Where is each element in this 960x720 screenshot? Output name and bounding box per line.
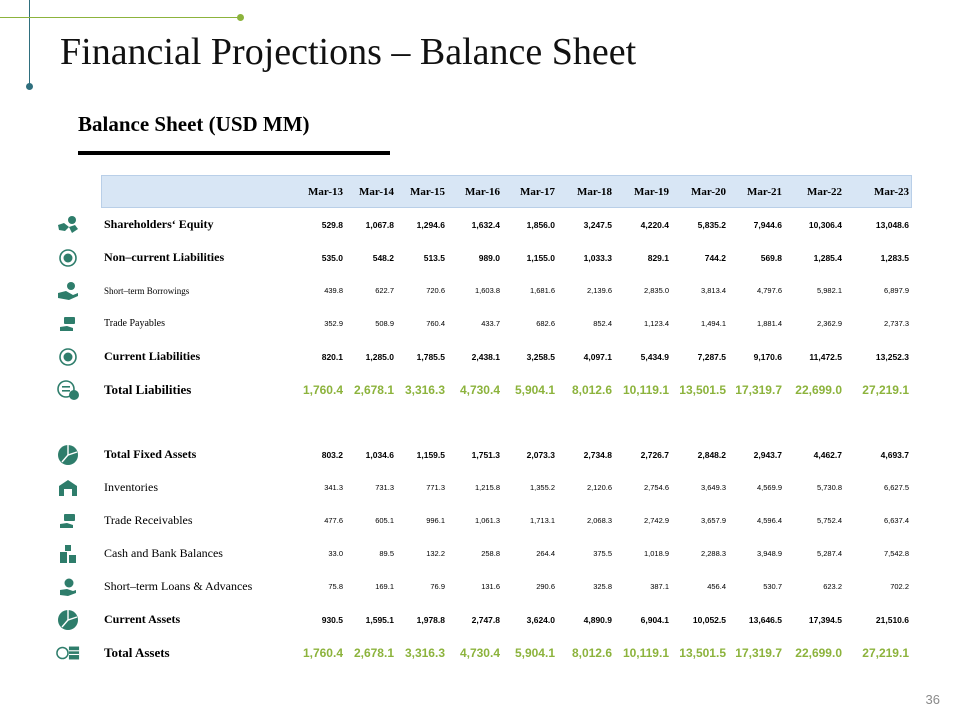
value-cell: 2,068.3: [586, 516, 612, 525]
value-cell: 1,155.0: [526, 252, 555, 263]
subtitle-underline: [78, 151, 390, 155]
table-row: [100, 241, 912, 274]
value-cell: 1,494.1: [700, 319, 726, 328]
value-cell: 10,052.5: [692, 614, 726, 625]
header-cell: Mar-18: [576, 185, 612, 198]
value-cell: 439.8: [324, 286, 343, 295]
value-cell: 1,760.4: [302, 382, 343, 397]
value-cell: 1,159.5: [416, 449, 445, 460]
row-label: Total Liabilities: [104, 381, 192, 397]
value-cell: 1,018.9: [643, 549, 669, 558]
value-cell: 5,835.2: [697, 219, 726, 230]
value-cell: 264.4: [536, 549, 555, 558]
cash-stack-icon: [56, 641, 80, 665]
value-cell: 1,595.1: [365, 614, 394, 625]
row-label: Trade Payables: [104, 318, 166, 329]
value-cell: 1,760.4: [302, 645, 343, 660]
value-cell: 21,510.6: [875, 614, 909, 625]
decor-green-dot: [237, 14, 244, 21]
value-cell: 829.1: [647, 252, 669, 263]
value-cell: 1,681.6: [529, 286, 555, 295]
value-cell: 3,948.9: [756, 549, 782, 558]
header-label-cell: [100, 175, 283, 208]
value-cell: 2,848.2: [697, 449, 726, 460]
value-cell: 6,637.4: [883, 516, 909, 525]
value-cell: 930.5: [321, 614, 343, 625]
value-cell: 4,693.7: [880, 449, 909, 460]
value-cell: 1,061.3: [474, 516, 500, 525]
value-cell: 760.4: [426, 319, 445, 328]
table-row: [100, 373, 912, 406]
header-cell: Mar-19: [633, 185, 669, 198]
value-cell: 3,657.9: [700, 516, 726, 525]
table-row: [100, 307, 912, 340]
value-cell: 6,897.9: [883, 286, 909, 295]
value-cell: 771.3: [426, 483, 445, 492]
value-cell: 5,434.9: [640, 351, 669, 362]
value-cell: 5,287.4: [816, 549, 842, 558]
table-row: [100, 570, 912, 603]
row-label: Current Assets: [104, 612, 181, 626]
value-cell: 4,596.4: [756, 516, 782, 525]
value-cell: 6,627.5: [883, 483, 909, 492]
value-cell: 5,752.4: [816, 516, 842, 525]
invoice-coin-icon: [56, 378, 80, 402]
row-label: Cash and Bank Balances: [104, 546, 223, 560]
table-header-row: [100, 175, 912, 208]
value-cell: 2,747.8: [471, 614, 500, 625]
table-row: [100, 636, 912, 669]
value-cell: 325.8: [593, 582, 612, 591]
value-cell: 2,678.1: [353, 645, 394, 660]
value-cell: 27,219.1: [862, 645, 909, 660]
table-row: [100, 603, 912, 636]
value-cell: 2,288.3: [700, 549, 726, 558]
value-cell: 5,982.1: [816, 286, 842, 295]
value-cell: 169.1: [375, 582, 394, 591]
value-cell: 3,624.0: [526, 614, 555, 625]
value-cell: 13,501.5: [679, 645, 726, 660]
value-cell: 569.8: [760, 252, 782, 263]
value-cell: 4,730.4: [459, 645, 500, 660]
value-cell: 702.2: [890, 582, 909, 591]
value-cell: 7,287.5: [697, 351, 726, 362]
pie-dollar-icon: [56, 443, 80, 467]
value-cell: 989.0: [478, 252, 500, 263]
value-cell: 13,048.6: [875, 219, 909, 230]
value-cell: 290.6: [536, 582, 555, 591]
hand-money-icon: [56, 312, 80, 336]
value-cell: 1,978.8: [416, 614, 445, 625]
value-cell: 7,542.8: [883, 549, 909, 558]
value-cell: 4,097.1: [583, 351, 612, 362]
value-cell: 1,632.4: [471, 219, 500, 230]
row-label: Trade Receivables: [104, 513, 193, 527]
value-cell: 529.8: [321, 219, 343, 230]
value-cell: 1,067.8: [365, 219, 394, 230]
value-cell: 1,215.8: [474, 483, 500, 492]
header-cell: Mar-17: [519, 185, 555, 198]
value-cell: 5,730.8: [816, 483, 842, 492]
decor-horizontal-line: [0, 17, 240, 18]
balance-sheet-table: [100, 175, 912, 669]
value-cell: 17,319.7: [735, 382, 782, 397]
value-cell: 22,699.0: [795, 382, 842, 397]
value-cell: 27,219.1: [862, 382, 909, 397]
value-cell: 375.5: [593, 549, 612, 558]
coin-cycle-icon: [56, 345, 80, 369]
value-cell: 548.2: [372, 252, 394, 263]
value-cell: 996.1: [426, 516, 445, 525]
value-cell: 2,742.9: [643, 516, 669, 525]
row-label: Short–term Loans & Advances: [104, 579, 253, 593]
row-label: Non–current Liabilities: [104, 250, 225, 264]
coin-cycle-icon: [56, 246, 80, 270]
value-cell: 4,730.4: [459, 382, 500, 397]
value-cell: 1,285.0: [365, 351, 394, 362]
handshake-coin-icon: [56, 213, 80, 237]
table-row: [100, 274, 912, 307]
page-number: 36: [925, 692, 940, 707]
value-cell: 33.0: [328, 549, 343, 558]
value-cell: 3,258.5: [526, 351, 555, 362]
header-cell: Mar-13: [307, 185, 343, 198]
row-label: Total Assets: [104, 644, 170, 660]
value-cell: 13,252.3: [875, 351, 909, 362]
value-cell: 744.2: [704, 252, 726, 263]
value-cell: 7,944.6: [753, 219, 782, 230]
value-cell: 605.1: [375, 516, 394, 525]
value-cell: 10,306.4: [808, 219, 842, 230]
value-cell: 3,316.3: [404, 382, 445, 397]
table-row: [100, 504, 912, 537]
value-cell: 530.7: [763, 582, 782, 591]
value-cell: 508.9: [375, 319, 394, 328]
value-cell: 10,119.1: [622, 382, 669, 397]
value-cell: 2,835.0: [643, 286, 669, 295]
value-cell: 75.8: [328, 582, 343, 591]
value-cell: 341.3: [324, 483, 343, 492]
table-row: [100, 208, 912, 241]
value-cell: 1,294.6: [416, 219, 445, 230]
value-cell: 2,073.3: [526, 449, 555, 460]
value-cell: 2,737.3: [883, 319, 909, 328]
hand-coin-icon: [56, 279, 80, 303]
value-cell: 1,355.2: [529, 483, 555, 492]
value-cell: 2,139.6: [586, 286, 612, 295]
slide-title: Financial Projections – Balance Sheet: [60, 31, 637, 73]
value-cell: 8,012.6: [571, 382, 612, 397]
value-cell: 2,734.8: [583, 449, 612, 460]
value-cell: 2,120.6: [586, 483, 612, 492]
value-cell: 89.5: [379, 549, 394, 558]
row-label: Shareholders‘ Equity: [104, 217, 214, 231]
value-cell: 2,754.6: [643, 483, 669, 492]
value-cell: 2,362.9: [816, 319, 842, 328]
value-cell: 4,569.9: [756, 483, 782, 492]
value-cell: 720.6: [426, 286, 445, 295]
value-cell: 17,319.7: [735, 645, 782, 660]
table-row: [100, 340, 912, 373]
value-cell: 13,646.5: [748, 614, 782, 625]
value-cell: 1,123.4: [643, 319, 669, 328]
value-cell: 433.7: [481, 319, 500, 328]
value-cell: 258.8: [481, 549, 500, 558]
value-cell: 4,462.7: [813, 449, 842, 460]
value-cell: 820.1: [321, 351, 343, 362]
value-cell: 3,316.3: [404, 645, 445, 660]
table-row: [100, 438, 912, 471]
warehouse-icon: [56, 476, 80, 500]
header-cell: Mar-20: [690, 185, 726, 198]
value-cell: 1,285.4: [813, 252, 842, 263]
value-cell: 2,678.1: [353, 382, 394, 397]
row-label: Short–term Borrowings: [104, 285, 190, 296]
value-cell: 1,033.3: [583, 252, 612, 263]
table-subtitle: Balance Sheet (USD MM): [78, 112, 310, 136]
value-cell: 3,649.3: [700, 483, 726, 492]
value-cell: 11,472.5: [809, 351, 842, 362]
value-cell: 2,438.1: [471, 351, 500, 362]
value-cell: 8,012.6: [571, 645, 612, 660]
value-cell: 4,890.9: [583, 614, 612, 625]
value-cell: 5,904.1: [514, 645, 555, 660]
value-cell: 731.3: [375, 483, 394, 492]
value-cell: 3,813.4: [700, 286, 726, 295]
header-cell: Mar-21: [746, 185, 782, 198]
value-cell: 682.6: [536, 319, 555, 328]
value-cell: 5,904.1: [514, 382, 555, 397]
value-cell: 513.5: [423, 252, 445, 263]
value-cell: 131.6: [481, 582, 500, 591]
table-row: [100, 537, 912, 570]
row-label: Current Liabilities: [104, 349, 201, 363]
value-cell: 10,119.1: [622, 645, 669, 660]
value-cell: 17,394.5: [808, 614, 842, 625]
table-spacer-row: [100, 406, 912, 438]
value-cell: 535.0: [321, 252, 343, 263]
bank-icon: [56, 542, 80, 566]
value-cell: 456.4: [707, 582, 726, 591]
value-cell: 352.9: [324, 319, 343, 328]
value-cell: 852.4: [593, 319, 612, 328]
value-cell: 3,247.5: [583, 219, 612, 230]
hand-money-icon: [56, 509, 80, 533]
value-cell: 1,785.5: [416, 351, 445, 362]
pie-dollar-icon: [56, 608, 80, 632]
value-cell: 387.1: [650, 582, 669, 591]
value-cell: 22,699.0: [795, 645, 842, 660]
value-cell: 622.7: [375, 286, 394, 295]
value-cell: 1,881.4: [756, 319, 782, 328]
row-label: Total Fixed Assets: [104, 447, 197, 461]
value-cell: 4,220.4: [640, 219, 669, 230]
value-cell: 1,856.0: [526, 219, 555, 230]
header-cell: Mar-22: [806, 185, 842, 198]
hand-dollar-icon: [56, 575, 80, 599]
table-row: [100, 471, 912, 504]
value-cell: 1,283.5: [880, 252, 909, 263]
header-cell: Mar-23: [873, 185, 909, 198]
value-cell: 1,713.1: [529, 516, 555, 525]
header-cell: Mar-14: [358, 185, 394, 198]
value-cell: 132.2: [426, 549, 445, 558]
value-cell: 76.9: [430, 582, 445, 591]
value-cell: 1,603.8: [474, 286, 500, 295]
value-cell: 803.2: [321, 449, 343, 460]
value-cell: 477.6: [324, 516, 343, 525]
value-cell: 13,501.5: [679, 382, 726, 397]
decor-vertical-line: [29, 0, 30, 86]
header-cell: Mar-16: [464, 185, 500, 198]
value-cell: 4,797.6: [756, 286, 782, 295]
decor-teal-dot: [26, 83, 33, 90]
value-cell: 1,034.6: [365, 449, 394, 460]
row-label: Inventories: [104, 480, 158, 494]
value-cell: 2,943.7: [753, 449, 782, 460]
value-cell: 6,904.1: [640, 614, 669, 625]
value-cell: 9,170.6: [753, 351, 782, 362]
value-cell: 2,726.7: [640, 449, 669, 460]
header-cell: Mar-15: [409, 185, 445, 198]
value-cell: 623.2: [823, 582, 842, 591]
value-cell: 1,751.3: [471, 449, 500, 460]
